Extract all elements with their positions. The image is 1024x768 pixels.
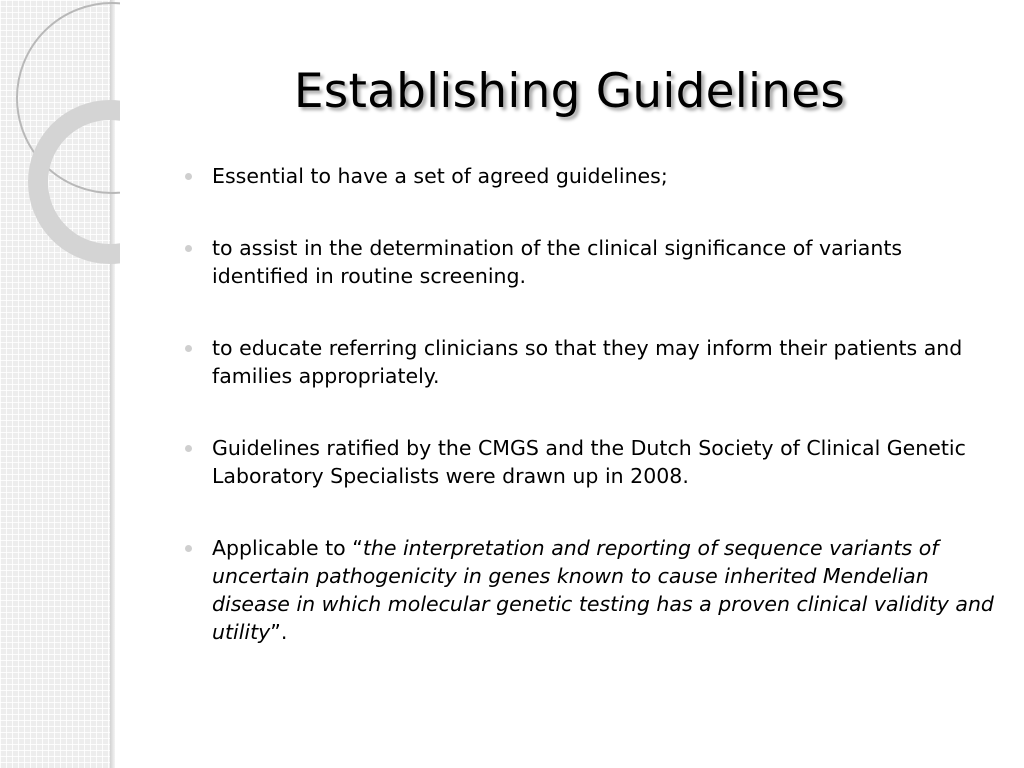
bullet-item xyxy=(212,334,1002,390)
slide-title: Establishing Guidelines xyxy=(293,64,846,119)
decorative-circles xyxy=(0,0,120,300)
bullet-text-prefix: Applicable to “ xyxy=(212,536,363,560)
bullet-item xyxy=(212,162,1002,190)
bullet-item xyxy=(212,434,1002,490)
bullet-text: Guidelines ratified by the CMGS and the Dutch Society of Clinical Genetic Laboratory Specialists were drawn up in 2008. xyxy=(212,436,966,488)
bullet-text: to assist in the determination of the clinical significance of variants identified in routine screening. xyxy=(212,236,903,288)
bullet-text-suffix: ”. xyxy=(270,620,288,644)
bullet-list xyxy=(212,162,1002,690)
bullet-text: Essential to have a set of agreed guidelines; xyxy=(212,164,668,188)
bullet-text: to educate referring clinicians so that they may inform their patients and families appropriately. xyxy=(212,336,963,388)
bullet-quote: the interpretation and reporting of sequence variants of uncertain pathogenicity in genes known to cause inherited Mendelian disease in which molecular genetic testing has a proven clinical validity and utility xyxy=(212,536,994,644)
bullet-item xyxy=(212,534,1002,646)
decorative-ring-thick xyxy=(38,110,120,254)
bullet-item xyxy=(212,234,1002,290)
